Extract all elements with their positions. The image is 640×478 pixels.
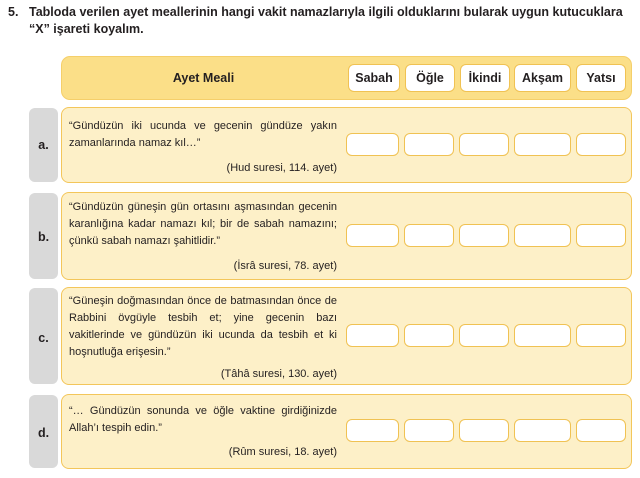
row-a-letter: a.: [38, 138, 49, 152]
row-d-letter: d.: [37, 426, 50, 440]
header-meal-title: Ayet Meali: [172, 71, 235, 85]
row-c-quote: “Güneşin doğmasından önce de batmasından önce de Rabbini övgüyle tesbih et; yine gecenin bazı vakitlerinde ve gündüzün iki ucunda da tesbih et ki hoşnutluğa erişesin.”: [69, 295, 337, 358]
row-b-yatsi-checkbox[interactable]: [576, 224, 626, 247]
row-b-aksam-checkbox[interactable]: [514, 224, 571, 247]
row-b-quote: “Gündüzün güneşin gün ortasını aşmasından gecenin karanlığına kadar namazı kıl; bir de sabah namazını; çünkü sabah namazı şahitlidir.”: [69, 201, 337, 247]
row-b-sabah-checkbox[interactable]: [346, 224, 399, 247]
row-a-quote: “Gündüzün iki ucunda ve gecenin gündüze yakın zamanlarında namaz kıl…”: [69, 120, 337, 149]
header-yatsi: Yatsı: [576, 64, 626, 92]
question-number: 5.: [8, 5, 19, 19]
header-ogle: Öğle: [405, 64, 455, 92]
question-text: Tabloda verilen ayet meallerinin hangi vakit namazlarıyla ilgili olduklarını bularak uygun kutucuklara “X” işareti koyalım.: [29, 5, 623, 36]
row-d-ogle-checkbox[interactable]: [404, 419, 454, 442]
row-b-ogle-checkbox[interactable]: [404, 224, 454, 247]
row-c-yatsi-checkbox[interactable]: [576, 324, 626, 347]
row-d-sabah-checkbox[interactable]: [346, 419, 399, 442]
header-sabah: Sabah: [348, 64, 400, 92]
header-aksam: Akşam: [514, 64, 571, 92]
table-header: [61, 56, 632, 100]
row-a-source: (Hud suresi, 114. ayet): [226, 162, 337, 174]
row-c-ogle-checkbox[interactable]: [404, 324, 454, 347]
row-c-aksam-checkbox[interactable]: [514, 324, 571, 347]
row-d-yatsi-checkbox[interactable]: [576, 419, 626, 442]
row-a-ikindi-checkbox[interactable]: [459, 133, 509, 156]
row-d-quote: “… Gündüzün sonunda ve öğle vaktine girdiğinizde Allah’ı tespih edin.”: [69, 405, 337, 434]
row-b-source: (İsrâ suresi, 78. ayet): [233, 260, 337, 272]
row-c-sabah-checkbox[interactable]: [346, 324, 399, 347]
row-a-aksam-checkbox[interactable]: [514, 133, 571, 156]
row-b-ikindi-checkbox[interactable]: [459, 224, 509, 247]
row-a-sabah-checkbox[interactable]: [346, 133, 399, 156]
row-a-yatsi-checkbox[interactable]: [576, 133, 626, 156]
row-a-ogle-checkbox[interactable]: [404, 133, 454, 156]
header-ikindi: İkindi: [460, 64, 510, 92]
row-d-ikindi-checkbox[interactable]: [459, 419, 509, 442]
row-d-aksam-checkbox[interactable]: [514, 419, 571, 442]
row-d-source: (Rûm suresi, 18. ayet): [228, 446, 337, 458]
row-c-source: (Tâhâ suresi, 130. ayet): [220, 368, 337, 380]
row-c-ikindi-checkbox[interactable]: [459, 324, 509, 347]
row-b-letter: b.: [37, 230, 50, 244]
row-c-letter: c.: [38, 331, 49, 345]
